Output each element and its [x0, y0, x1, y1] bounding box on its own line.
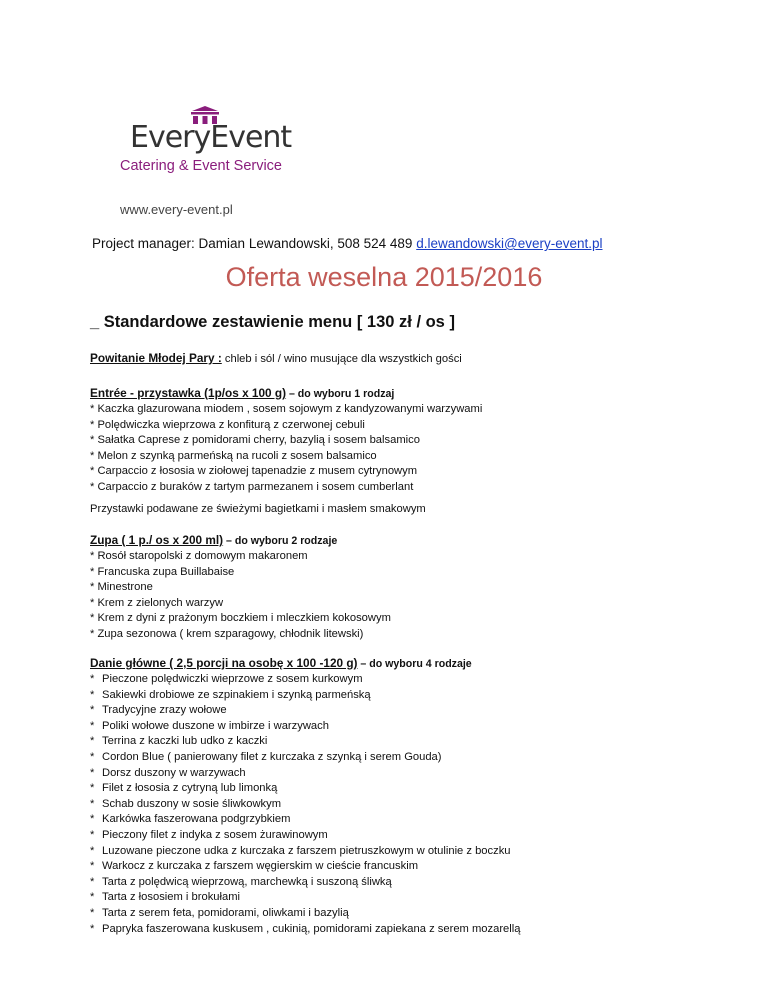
welcome-heading: Powitanie Młodej Pary :	[90, 351, 222, 365]
main-heading-line	[90, 656, 472, 673]
welcome-text: chleb i sól / wino musujące dla wszystkich gości	[221, 353, 462, 365]
list-item: * Kaczka glazurowana miodem , sosem sojowym z kandyzowanymi warzywami	[90, 403, 483, 415]
list-item: * Polędwiczka wieprzowa z konfiturą z czerwonej cebuli	[90, 418, 365, 431]
list-item: * Tarta z polędwicą wieprzową, marchewką i suszoną śliwką	[90, 875, 392, 888]
project-manager-text: Project manager: Damian Lewandowski, 508 524 489	[92, 236, 417, 251]
entree-note: – do wyboru 1 rodzaj	[286, 388, 395, 400]
list-item: * Krem z dyni z prażonym boczkiem i mleczkiem kokosowym	[90, 612, 391, 625]
website-url[interactable]: www.every-event.pl	[120, 202, 233, 217]
list-item: * Karkówka faszerowana podgrzybkiem	[90, 813, 291, 826]
list-item: * Carpaccio z buraków z tartym parmezanem i sosem cumberlant	[90, 480, 414, 493]
list-item: * Carpaccio z łososia w ziołowej tapenadzie z musem cytrynowym	[90, 465, 418, 478]
list-item: * Warkocz z kurczaka z farszem węgierskim w cieście francuskim	[90, 860, 419, 873]
offer-title: Oferta weselna 2015/2016	[225, 262, 543, 292]
list-item: * Terrina z kaczki lub udko z kaczki	[90, 735, 268, 748]
menu-section-title: _ Standardowe zestawienie menu [ 130 zł / os ]	[90, 313, 455, 331]
list-item: * Pieczony filet z indyka z sosem żurawinowym	[90, 828, 328, 841]
list-item: * Papryka faszerowana kuskusem , cukinią, pomidorami zapiekana z serem mozarellą	[90, 922, 521, 935]
list-item: * Cordon Blue ( panierowany filet z kurczaka z szynką i serem Gouda)	[90, 750, 442, 763]
entree-footer: Przystawki podawane ze świeżymi bagietkami i masłem smakowym	[90, 503, 426, 515]
brand-name: EveryEvent	[130, 120, 292, 155]
list-item: * Schab duszony w sosie śliwkowkym	[90, 797, 282, 810]
soup-heading-line	[90, 533, 337, 550]
entree-heading: Entrée - przystawka (1p/os x 100 g)	[90, 386, 287, 400]
soup-heading: Zupa ( 1 p./ os x 200 ml)	[90, 533, 224, 547]
brand-tagline: Catering & Event Service	[120, 158, 282, 174]
main-note: – do wyboru 4 rodzaje	[357, 658, 472, 670]
contact-line	[92, 236, 603, 251]
list-item: * Luzowane pieczone udka z kurczaka z farszem pietruszkowym w otulinie z boczku	[90, 844, 511, 857]
list-item: * Filet z łososia z cytryną lub limonką	[90, 782, 278, 795]
entree-heading-line	[90, 386, 394, 403]
list-item: * Minestrone	[90, 581, 153, 594]
list-item: * Dorsz duszony w warzywach	[90, 766, 246, 779]
list-item: * Tarta z łososiem i brokułami	[90, 891, 241, 904]
soup-list	[90, 549, 391, 643]
main-list	[90, 672, 520, 937]
list-item: * Tradycyjne zrazy wołowe	[90, 704, 227, 717]
soup-note: – do wyboru 2 rodzaje	[223, 535, 338, 547]
list-item: * Pieczone polędwiczki wieprzowe z sosem kurkowym	[90, 673, 363, 685]
list-item: * Sałatka Caprese z pomidorami cherry, bazylią i sosem balsamico	[90, 434, 420, 447]
list-item: * Zupa sezonowa ( krem szparagowy, chłodnik litewski)	[90, 627, 364, 640]
entree-list	[90, 402, 482, 496]
list-item: * Krem z zielonych warzyw	[90, 596, 224, 609]
list-item: * Rosół staropolski z domowym makaronem	[90, 550, 308, 562]
main-heading: Danie główne ( 2,5 porcji na osobę x 100 -120 g)	[90, 656, 358, 670]
list-item: * Tarta z serem feta, pomidorami, oliwkami i bazylią	[90, 906, 349, 919]
list-item: * Sakiewki drobiowe ze szpinakiem i szynką parmeńską	[90, 688, 371, 701]
welcome-line	[90, 351, 462, 368]
list-item: * Francuska zupa Buillabaise	[90, 565, 235, 578]
list-item: * Poliki wołowe duszone w imbirze i warzywach	[90, 719, 329, 732]
email-link[interactable]: d.lewandowski@every-event.pl	[416, 236, 603, 251]
list-item: * Melon z szynką parmeńską na rucoli z sosem balsamico	[90, 449, 377, 462]
